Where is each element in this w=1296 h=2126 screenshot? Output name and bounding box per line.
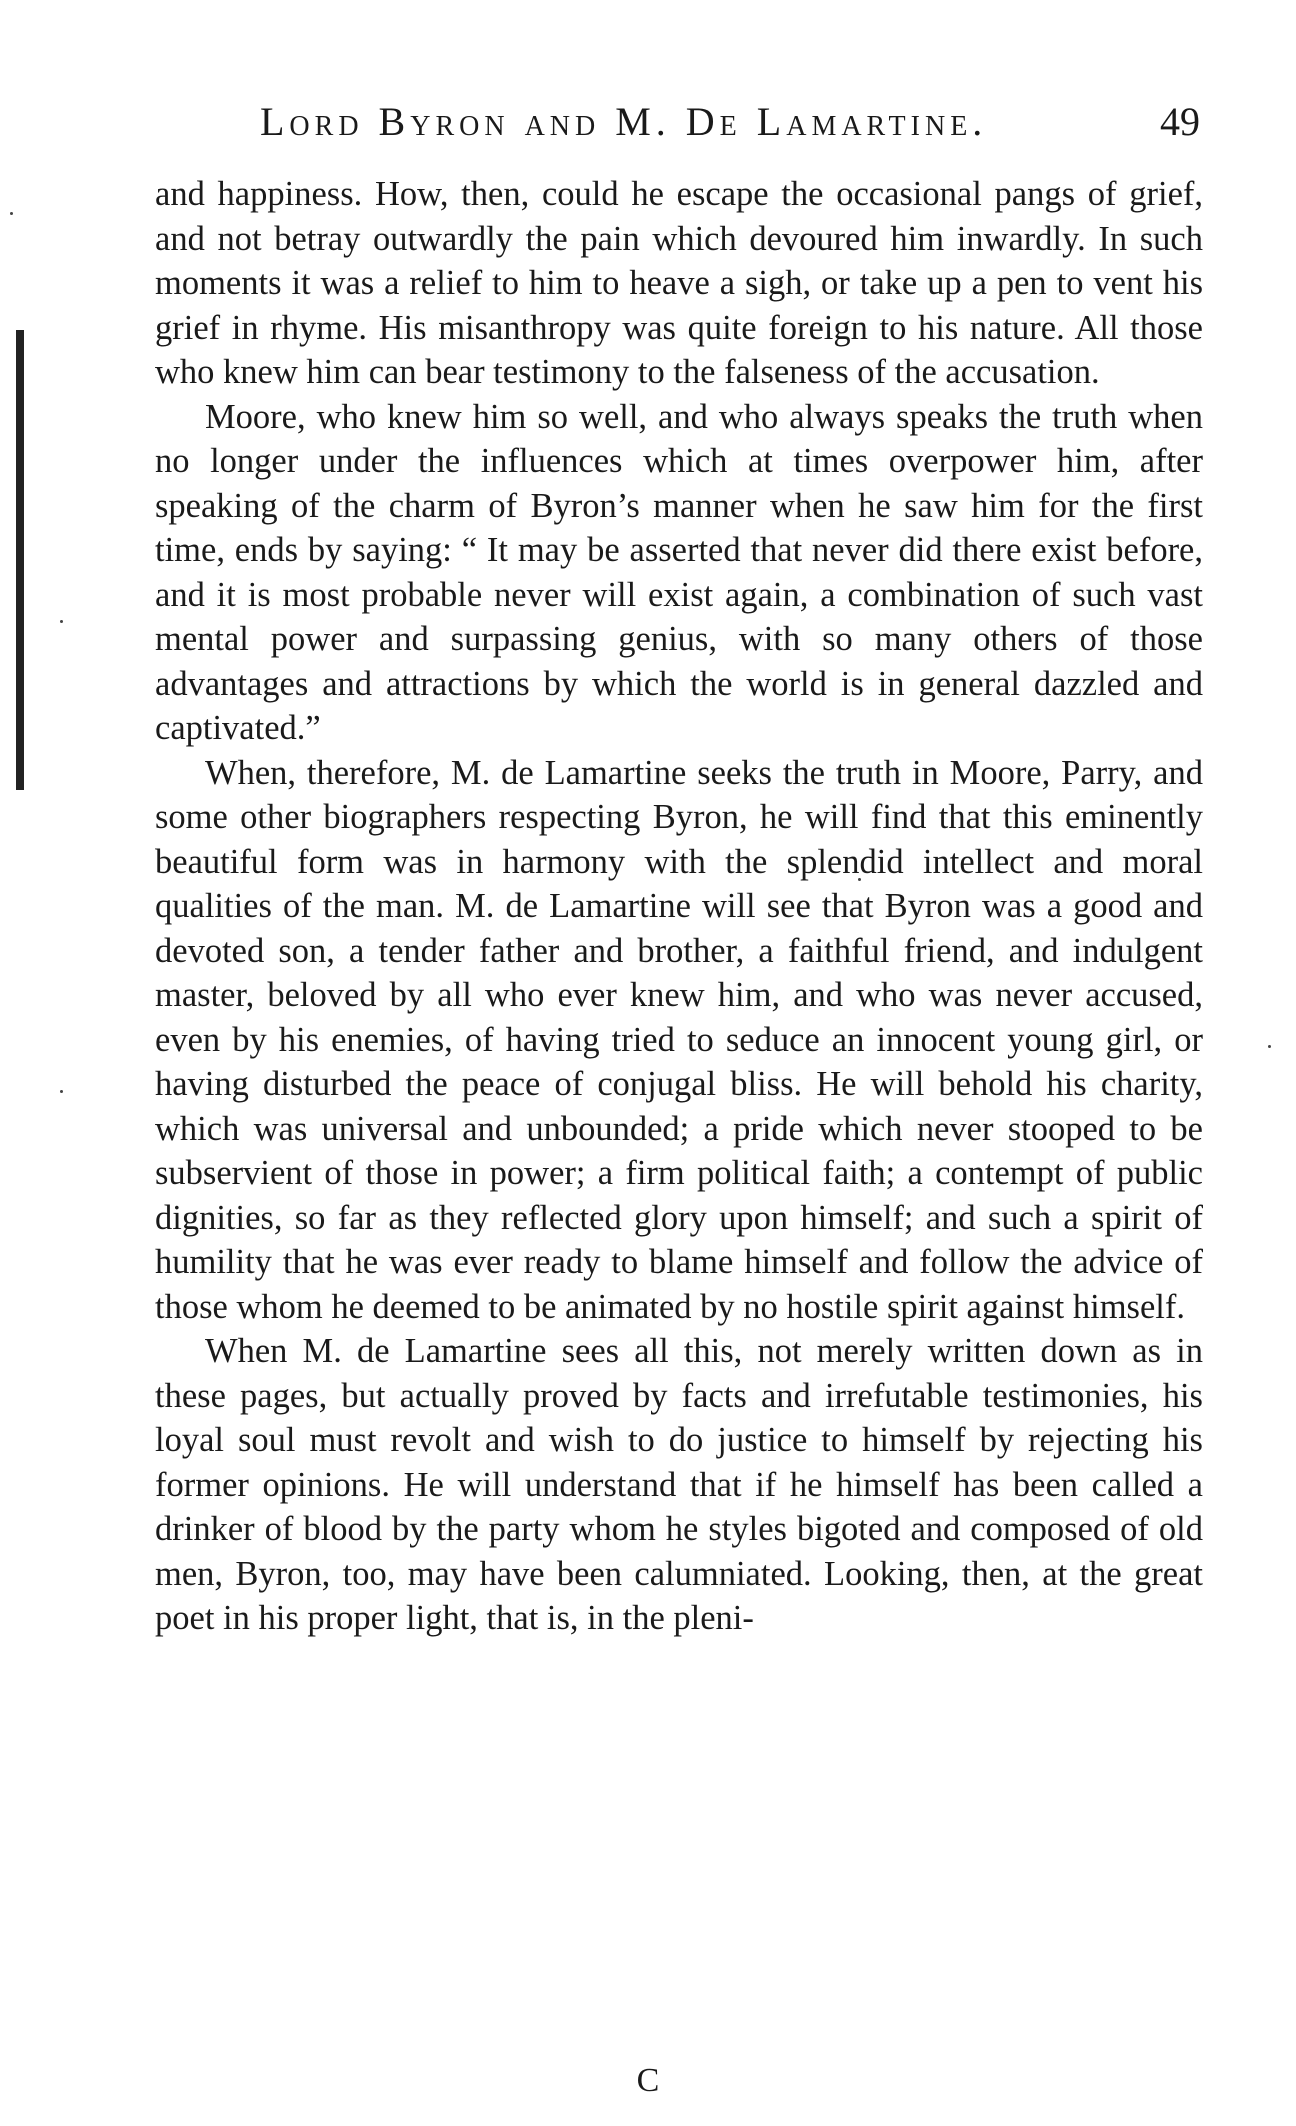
- paragraph: and happiness. How, then, could he escape the occasional pangs of grief, and not betray outwardly the pain which devoured him inwardly. In such moments it was a relief to him to heave a sigh, or take up a pen to vent his grief in rhyme. His misanthropy was quite foreign to his nature. All those who knew him can bear testimony to the falseness of the accusation.: [155, 175, 1203, 391]
- signature-mark: C: [636, 2062, 660, 2099]
- page-number: 49: [1160, 99, 1200, 144]
- scan-speck: [60, 1090, 63, 1093]
- body-text: [155, 172, 1203, 1641]
- scan-speck: [10, 212, 13, 215]
- scan-speck: [60, 620, 63, 623]
- margin-scan-bar: [16, 330, 24, 790]
- running-header: [160, 98, 1220, 150]
- paragraph: When M. de Lamartine sees all this, not merely written down as in these pages, but actually proved by facts and irrefutable testimonies, his loyal soul must revolt and wish to do justice to himself by rejecting his former opinions. He will understand that if he himself has been called a drinker of blood by the party whom he styles bigoted and composed of old men, Byron, too, may have been calumniated. Looking, then, at the great poet in his proper light, that is, in the pleni-: [155, 1332, 1203, 1637]
- paragraph: Moore, who knew him so well, and who always speaks the truth when no longer under the influences which at times overpower him, after speaking of the charm of Byron’s manner when he saw him for the first time, ends by saying: “ It may be asserted that never did there exist before, and it is most probable never will exist again, a combination of such vast mental power and surpassing genius, with so many others of those advantages and attractions by which the world is in general dazzled and captivated.”: [155, 397, 1203, 747]
- running-title: Lord Byron and M. De Lamartine.: [260, 99, 988, 144]
- paragraph: When, therefore, M. de Lamartine seeks the truth in Moore, Parry, and some other biographers respecting Byron, he will find that this eminently beautiful form was in harmony with the splendid intellect and moral qualities of the man. M. de Lamartine will see that Byron was a good and devoted son, a tender father and brother, a faithful friend, and indulgent master, beloved by all who ever knew him, and who was never accused, even by his enemies, of having tried to seduce an innocent young girl, or having disturbed the peace of conjugal bliss. He will behold his charity, which was universal and unbounded; a pride which never stooped to be subservient of those in power; a firm political faith; a contempt of public dignities, so far as they reflected glory upon himself; and such a spirit of humility that he was ever ready to blame himself and follow the advice of those whom he deemed to be animated by no hostile spirit against himself.: [155, 753, 1203, 1326]
- scan-speck: [1268, 1045, 1271, 1048]
